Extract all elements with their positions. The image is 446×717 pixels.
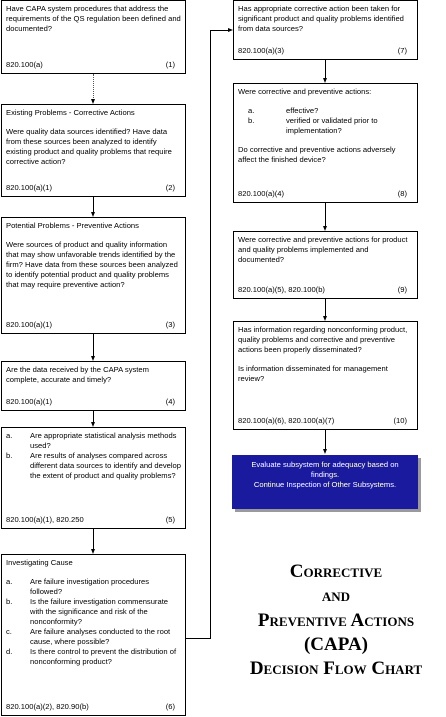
box-5-item-a-marker: a. <box>6 431 13 440</box>
box-6-heading: Investigating Cause <box>6 558 73 567</box>
box-10-number: (10) <box>393 415 407 425</box>
box-2-question: Were quality data sources identified? Have data from these sources been analyzed to identify existing product and quality problems that require corrective action? <box>6 127 172 167</box>
connector-8-9 <box>325 203 326 228</box>
title-line-4: (CAPA) <box>303 633 368 655</box>
connector-6-7-horizontal <box>186 638 210 639</box>
box-3-reference: 820.100(a)(1) <box>6 319 53 329</box>
box-8-number: (8) <box>397 188 407 198</box>
box-4-reference: 820.100(a)(1) <box>6 396 53 406</box>
box-8-item-b <box>238 116 413 136</box>
box-9-question: Were corrective and preventive actions for product and quality problems implemented and documented? <box>238 235 408 265</box>
box-8-item-b-marker: b. <box>248 116 255 126</box>
box-7-reference: 820.100(a)(3) <box>238 45 285 55</box>
flow-box-1 <box>1 0 186 74</box>
box-6-item-d-marker: d. <box>6 647 13 657</box>
title-line-1: Corrective <box>289 561 383 582</box>
box-10-question: Has information regarding nonconforming product, quality problems and corrective and preventive actions been properly disseminated? <box>238 325 408 355</box>
flow-box-8 <box>233 83 418 203</box>
box-7-number: (7) <box>397 45 407 55</box>
connector-3-4 <box>93 334 94 358</box>
box-3-number: (3) <box>165 319 175 329</box>
title-line-5: Decision Flow Chart <box>249 658 423 680</box>
box-9-reference: 820.100(a)(5), 820.100(b) <box>238 284 325 294</box>
box-6-item-d-text: Is there control to prevent the distribution of nonconforming product? <box>30 647 177 667</box>
box-6-item-a-marker: a. <box>6 577 13 587</box>
flow-box-9 <box>233 231 418 299</box>
flow-box-3 <box>1 217 186 334</box>
flow-box-2 <box>1 104 186 197</box>
box-3-heading: Potential Problems - Preventive Actions <box>6 221 139 230</box>
connector-7-8 <box>325 60 326 80</box>
box-10-question-2: Is information disseminated for management review? <box>238 364 388 384</box>
box-9-number: (9) <box>397 284 407 294</box>
box-5-item-b <box>6 451 181 481</box>
box-6-number: (6) <box>165 701 175 711</box>
box-6-item-c-marker: c. <box>6 627 12 637</box>
flow-box-10 <box>233 321 418 430</box>
flow-box-4 <box>1 361 186 411</box>
connector-1-2 <box>93 74 94 102</box>
title-line-2: and <box>321 585 351 607</box>
box-3-question: Were sources of product and quality information that may show unfavorable trends identified by the firm? Have data from these sources been analyzed to identify potential product and quality problems that may require preventive action? <box>6 240 178 290</box>
box-4-number: (4) <box>165 396 175 406</box>
box-6-item-c <box>6 627 181 647</box>
box-6-item-b <box>6 597 181 627</box>
title-line-3: Preventive Actions <box>257 609 415 631</box>
final-box-line-1: Evaluate subsystem for adequacy based on findings. <box>251 460 399 480</box>
box-5-item-b-text: Are results of analyses compared across different data sources to identify and develop the extent of product and quality problems? <box>30 451 181 481</box>
box-2-number: (2) <box>165 182 175 192</box>
box-5-item-a <box>6 431 181 451</box>
box-5-reference: 820.100(a)(1), 820.250 <box>6 514 84 524</box>
box-8-item-a-text: effective? <box>286 106 319 116</box>
box-6-item-a <box>6 577 181 597</box>
flow-box-5 <box>1 427 186 529</box>
box-7-question: Has appropriate corrective action been taken for significant product and quality problems identified from data sources? <box>238 4 404 34</box>
box-5-item-a-text: Are appropriate statistical analysis methods used? <box>30 431 177 451</box>
box-10-reference: 820.100(a)(6), 820.100(a)(7) <box>238 415 335 425</box>
box-4-question: Are the data received by the CAPA system complete, accurate and timely? <box>6 365 149 385</box>
box-6-item-a-text: Are failure investigation procedures followed? <box>30 577 150 597</box>
final-box-line-2: Continue Inspection of Other Subsystems. <box>253 480 397 490</box>
connector-6-7-vertical <box>210 30 211 639</box>
arrow-10-final <box>323 449 327 454</box>
connector-2-3 <box>93 197 94 213</box>
box-8-intro: Were corrective and preventive actions: <box>238 87 372 96</box>
final-box <box>232 455 418 509</box>
box-8-item-b-text: verified or validated prior to implementation? <box>286 116 378 136</box>
connector-10-final <box>325 430 326 450</box>
box-6-item-d <box>6 647 181 667</box>
flow-box-7 <box>233 0 418 60</box>
connector-5-6 <box>93 529 94 551</box>
box-6-item-b-marker: b. <box>6 597 13 607</box>
box-2-heading: Existing Problems - Corrective Actions <box>6 108 135 117</box>
box-6-reference: 820.100(a)(2), 820.90(b) <box>6 701 89 711</box>
box-8-item-a <box>238 106 413 116</box>
box-1-question: Have CAPA system procedures that address the requirements of the QS regulation been defined and documented? <box>6 4 181 34</box>
box-8-question: Do corrective and preventive actions adversely affect the finished device? <box>238 145 396 165</box>
box-1-number: (1) <box>165 59 175 69</box>
box-6-item-c-text: Are failure analyses conducted to the root cause, where possible? <box>30 627 171 647</box>
box-1-reference: 820.100(a) <box>6 59 43 69</box>
box-8-reference: 820.100(a)(4) <box>238 188 285 198</box>
connector-6-7-top <box>210 30 228 31</box>
chart-title <box>232 560 440 682</box>
box-8-item-a-marker: a. <box>248 106 255 116</box>
flow-box-6 <box>1 554 186 716</box>
box-2-reference: 820.100(a)(1) <box>6 182 53 192</box>
box-5-item-b-marker: b. <box>6 451 13 461</box>
box-5-number: (5) <box>165 514 175 524</box>
box-6-item-b-text: Is the failure investigation commensurate with the significance and risk of the nonconformity? <box>30 597 169 627</box>
